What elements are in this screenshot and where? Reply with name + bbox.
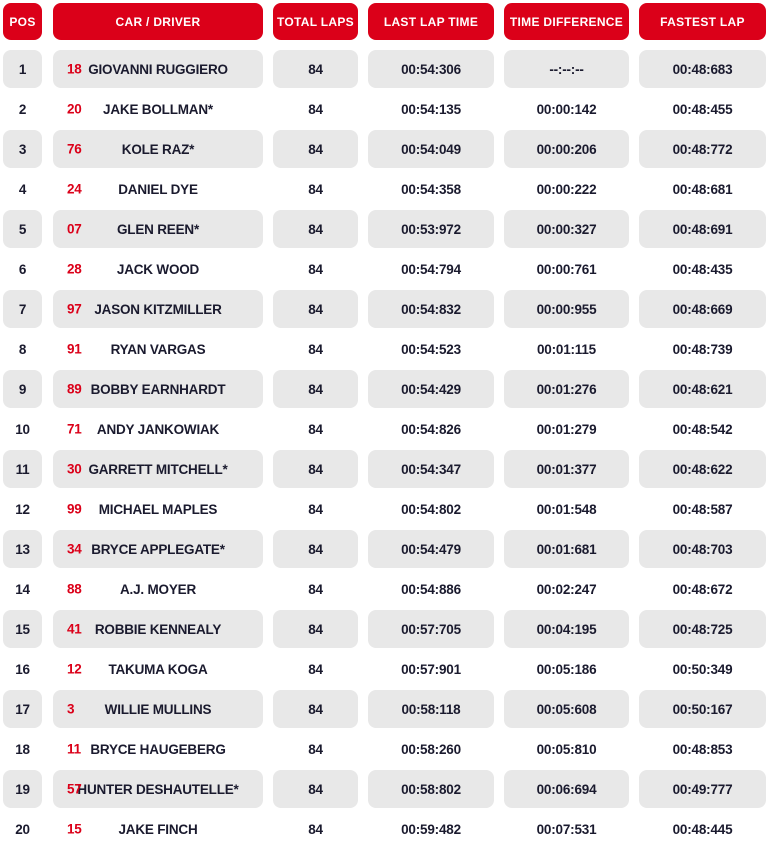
car-number: 15 xyxy=(67,821,82,837)
table-row xyxy=(3,290,769,328)
time-difference-cell: 00:00:142 xyxy=(536,101,597,117)
table-row xyxy=(3,90,769,128)
table-row xyxy=(3,810,769,848)
fastest-lap-cell: 00:48:587 xyxy=(672,501,733,517)
time-difference-cell: 00:04:195 xyxy=(504,610,629,648)
table-row xyxy=(3,410,769,448)
fastest-lap-cell: 00:48:853 xyxy=(672,741,733,757)
position-cell: 16 xyxy=(15,661,30,677)
table-row xyxy=(3,490,769,528)
last-lap-time-cell: 00:54:832 xyxy=(368,290,494,328)
last-lap-time-cell: 00:54:802 xyxy=(401,501,461,517)
time-difference-cell: 00:02:247 xyxy=(536,581,597,597)
column-header-fastest-lap: FASTEST LAP xyxy=(639,3,766,40)
position-cell: 3 xyxy=(3,130,42,168)
car-driver-cell xyxy=(53,50,263,88)
total-laps-cell: 84 xyxy=(308,261,323,277)
time-difference-cell: 00:01:681 xyxy=(504,530,629,568)
fastest-lap-cell: 00:48:542 xyxy=(672,421,733,437)
driver-name: BRYCE APPLEGATE* xyxy=(91,541,225,557)
last-lap-time-cell: 00:58:260 xyxy=(401,741,461,757)
total-laps-cell: 84 xyxy=(273,530,358,568)
car-driver-cell xyxy=(53,490,263,528)
car-number: 28 xyxy=(67,261,82,277)
time-difference-cell: 00:01:276 xyxy=(504,370,629,408)
time-difference-cell: 00:01:115 xyxy=(536,341,596,357)
last-lap-time-cell: 00:54:347 xyxy=(368,450,494,488)
column-header-last-lap-time: LAST LAP TIME xyxy=(368,3,494,40)
time-difference-cell: 00:07:531 xyxy=(536,821,597,837)
car-number: 30 xyxy=(67,461,82,477)
time-difference-cell: 00:00:761 xyxy=(536,261,597,277)
column-header-total-laps: TOTAL LAPS xyxy=(273,3,358,40)
table-row xyxy=(3,770,769,808)
car-driver-cell xyxy=(53,770,263,808)
fastest-lap-cell: 00:48:772 xyxy=(639,130,766,168)
fastest-lap-cell: 00:48:725 xyxy=(639,610,766,648)
position-cell: 18 xyxy=(15,741,30,757)
time-difference-cell: 00:00:327 xyxy=(504,210,629,248)
driver-name: HUNTER DESHAUTELLE* xyxy=(77,781,239,797)
car-number: 24 xyxy=(67,181,82,197)
car-driver-cell xyxy=(53,610,263,648)
last-lap-time-cell: 00:57:705 xyxy=(368,610,494,648)
car-driver-cell xyxy=(53,290,263,328)
total-laps-cell: 84 xyxy=(308,181,323,197)
position-cell: 9 xyxy=(3,370,42,408)
time-difference-cell: 00:00:222 xyxy=(536,181,597,197)
column-header-time-difference: TIME DIFFERENCE xyxy=(504,3,629,40)
time-difference-cell: 00:05:186 xyxy=(536,661,597,677)
car-driver-cell xyxy=(53,330,263,368)
driver-name: WILLIE MULLINS xyxy=(104,701,212,717)
car-driver-cell xyxy=(53,90,263,128)
table-row xyxy=(3,690,769,728)
time-difference-cell: 00:00:206 xyxy=(504,130,629,168)
table-row xyxy=(3,130,769,168)
position-cell: 19 xyxy=(3,770,42,808)
table-row xyxy=(3,450,769,488)
driver-name: GARRETT MITCHELL* xyxy=(88,461,228,477)
car-number: 91 xyxy=(67,341,82,357)
total-laps-cell: 84 xyxy=(273,450,358,488)
total-laps-cell: 84 xyxy=(273,50,358,88)
position-cell: 2 xyxy=(18,101,27,117)
last-lap-time-cell: 00:58:118 xyxy=(368,690,494,728)
total-laps-cell: 84 xyxy=(273,690,358,728)
position-cell: 7 xyxy=(3,290,42,328)
car-number: 12 xyxy=(67,661,82,677)
fastest-lap-cell: 00:48:445 xyxy=(672,821,733,837)
car-number: 07 xyxy=(67,221,82,237)
car-number: 57 xyxy=(67,781,82,797)
car-number: 3 xyxy=(67,701,75,717)
driver-name: DANIEL DYE xyxy=(118,181,198,197)
driver-name: JAKE BOLLMAN* xyxy=(103,101,213,117)
driver-name: GLEN REEN* xyxy=(116,221,199,237)
position-cell: 10 xyxy=(15,421,30,437)
last-lap-time-cell: 00:54:523 xyxy=(401,341,461,357)
fastest-lap-cell: 00:48:672 xyxy=(672,581,733,597)
table-row xyxy=(3,330,769,368)
table-body xyxy=(3,50,769,848)
fastest-lap-cell: 00:48:739 xyxy=(672,341,733,357)
last-lap-time-cell: 00:54:886 xyxy=(401,581,461,597)
time-difference-cell: 00:01:377 xyxy=(504,450,629,488)
driver-name: JAKE FINCH xyxy=(118,821,198,837)
table-row xyxy=(3,570,769,608)
fastest-lap-cell: 00:48:622 xyxy=(639,450,766,488)
position-cell: 17 xyxy=(3,690,42,728)
time-difference-cell: 00:06:694 xyxy=(504,770,629,808)
driver-name: BRYCE HAUGEBERG xyxy=(90,741,226,757)
car-number: 89 xyxy=(67,381,82,397)
car-number: 18 xyxy=(67,61,82,77)
position-cell: 14 xyxy=(15,581,30,597)
last-lap-time-cell: 00:57:901 xyxy=(401,661,461,677)
car-number: 34 xyxy=(67,541,82,557)
position-cell: 4 xyxy=(18,181,27,197)
car-number: 20 xyxy=(67,101,82,117)
column-header-car-driver: CAR / DRIVER xyxy=(53,3,263,40)
driver-name: GIOVANNI RUGGIERO xyxy=(88,61,228,77)
car-driver-cell xyxy=(53,450,263,488)
table-row xyxy=(3,250,769,288)
total-laps-cell: 84 xyxy=(308,821,323,837)
time-difference-cell: 00:00:955 xyxy=(504,290,629,328)
fastest-lap-cell: 00:48:681 xyxy=(672,181,733,197)
fastest-lap-cell: 00:48:703 xyxy=(639,530,766,568)
driver-name: MICHAEL MAPLES xyxy=(98,501,218,517)
car-number: 88 xyxy=(67,581,82,597)
table-row xyxy=(3,650,769,688)
car-driver-cell xyxy=(53,250,263,288)
last-lap-time-cell: 00:54:358 xyxy=(401,181,461,197)
table-row xyxy=(3,530,769,568)
car-number: 11 xyxy=(67,741,81,757)
total-laps-cell: 84 xyxy=(273,130,358,168)
driver-name: RYAN VARGAS xyxy=(110,341,206,357)
position-cell: 1 xyxy=(3,50,42,88)
time-difference-cell: 00:01:548 xyxy=(536,501,597,517)
total-laps-cell: 84 xyxy=(273,370,358,408)
car-number: 97 xyxy=(67,301,82,317)
total-laps-cell: 84 xyxy=(308,501,323,517)
table-row xyxy=(3,210,769,248)
total-laps-cell: 84 xyxy=(308,741,323,757)
car-driver-cell xyxy=(53,410,263,448)
fastest-lap-cell: 00:48:691 xyxy=(639,210,766,248)
position-cell: 6 xyxy=(18,261,27,277)
last-lap-time-cell: 00:59:482 xyxy=(401,821,461,837)
fastest-lap-cell: 00:50:167 xyxy=(639,690,766,728)
total-laps-cell: 84 xyxy=(273,210,358,248)
driver-name: A.J. MOYER xyxy=(119,581,196,597)
position-cell: 5 xyxy=(3,210,42,248)
driver-name: JACK WOOD xyxy=(116,261,200,277)
fastest-lap-cell: 00:50:349 xyxy=(672,661,733,677)
car-driver-cell xyxy=(53,810,263,848)
car-number: 71 xyxy=(67,421,82,437)
total-laps-cell: 84 xyxy=(308,101,323,117)
position-cell: 13 xyxy=(3,530,42,568)
total-laps-cell: 84 xyxy=(273,610,358,648)
position-cell: 15 xyxy=(3,610,42,648)
position-cell: 11 xyxy=(3,450,42,488)
last-lap-time-cell: 00:54:049 xyxy=(368,130,494,168)
position-cell: 12 xyxy=(15,501,30,517)
last-lap-time-cell: 00:58:802 xyxy=(368,770,494,808)
total-laps-cell: 84 xyxy=(308,661,323,677)
table-row xyxy=(3,730,769,768)
time-difference-cell: 00:05:608 xyxy=(504,690,629,728)
table-header-row xyxy=(3,3,769,40)
table-row xyxy=(3,170,769,208)
last-lap-time-cell: 00:54:794 xyxy=(401,261,461,277)
fastest-lap-cell: 00:48:455 xyxy=(672,101,733,117)
time-difference-cell: 00:05:810 xyxy=(536,741,597,757)
fastest-lap-cell: 00:48:669 xyxy=(639,290,766,328)
total-laps-cell: 84 xyxy=(273,290,358,328)
car-number: 99 xyxy=(67,501,82,517)
car-driver-cell xyxy=(53,730,263,768)
car-driver-cell xyxy=(53,130,263,168)
fastest-lap-cell: 00:49:777 xyxy=(639,770,766,808)
car-driver-cell xyxy=(53,370,263,408)
last-lap-time-cell: 00:54:306 xyxy=(368,50,494,88)
last-lap-time-cell: 00:54:479 xyxy=(368,530,494,568)
fastest-lap-cell: 00:48:621 xyxy=(639,370,766,408)
driver-name: TAKUMA KOGA xyxy=(108,661,208,677)
column-header-pos: POS xyxy=(3,3,42,40)
car-driver-cell xyxy=(53,570,263,608)
driver-name: ANDY JANKOWIAK xyxy=(96,421,220,437)
driver-name: JASON KITZMILLER xyxy=(94,301,222,317)
time-difference-cell: 00:01:279 xyxy=(536,421,597,437)
driver-name: ROBBIE KENNEALY xyxy=(94,621,222,637)
total-laps-cell: 84 xyxy=(308,341,323,357)
driver-name: KOLE RAZ* xyxy=(121,141,195,157)
car-driver-cell xyxy=(53,690,263,728)
car-driver-cell xyxy=(53,650,263,688)
last-lap-time-cell: 00:54:429 xyxy=(368,370,494,408)
table-row xyxy=(3,370,769,408)
total-laps-cell: 84 xyxy=(308,421,323,437)
total-laps-cell: 84 xyxy=(273,770,358,808)
total-laps-cell: 84 xyxy=(308,581,323,597)
last-lap-time-cell: 00:54:135 xyxy=(401,101,461,117)
car-number: 41 xyxy=(67,621,82,637)
car-number: 76 xyxy=(67,141,82,157)
car-driver-cell xyxy=(53,530,263,568)
table-row xyxy=(3,50,769,88)
car-driver-cell xyxy=(53,210,263,248)
last-lap-time-cell: 00:53:972 xyxy=(368,210,494,248)
car-driver-cell xyxy=(53,170,263,208)
fastest-lap-cell: 00:48:435 xyxy=(672,261,733,277)
table-row xyxy=(3,610,769,648)
last-lap-time-cell: 00:54:826 xyxy=(401,421,461,437)
position-cell: 20 xyxy=(15,821,30,837)
time-difference-cell: --:--:-- xyxy=(504,50,629,88)
driver-name: BOBBY EARNHARDT xyxy=(90,381,226,397)
position-cell: 8 xyxy=(18,341,27,357)
fastest-lap-cell: 00:48:683 xyxy=(639,50,766,88)
